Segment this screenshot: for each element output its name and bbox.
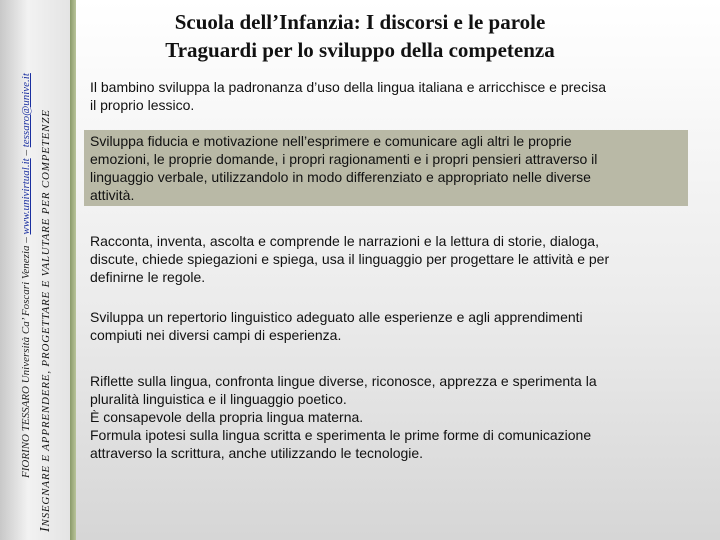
subtitle-initial: I (38, 526, 53, 532)
author-credit (20, 0, 32, 478)
competence-item-line: Riflette sulla lingua, confronta lingue diverse, riconosce, apprezza e sperimenta la (90, 373, 597, 389)
competence-item-line: Sviluppa un repertorio linguistico adeguato alle esperienze e agli apprendimenti (90, 309, 583, 325)
course-subtitle (38, 12, 54, 532)
competence-item-line: Formula ipotesi sulla lingua scritta e sperimenta le prime forme di comunicazione (90, 427, 592, 443)
competence-item-line: Racconta, inventa, ascolta e comprende le narrazioni e la lettura di storie, dialoga, (90, 233, 599, 249)
left-rule (70, 0, 76, 540)
competence-item-line: attività. (90, 187, 135, 203)
author-separator: – (20, 147, 32, 159)
competence-item-line: attraverso la scrittura, anche utilizzando le tecnologie. (90, 445, 424, 461)
competence-item-line: definirne le regole. (90, 269, 206, 285)
email-link[interactable]: tessaro@unive.it (20, 73, 32, 148)
competence-item (84, 76, 688, 116)
left-band (0, 0, 70, 540)
competence-item (84, 370, 688, 464)
author-name: FIORINO TESSARO Università Ca’ Foscari Venezia – (20, 234, 32, 478)
page-title (90, 8, 630, 64)
subtitle-text: NSEGNARE E APPRENDERE, PROGETTARE E VALUTARE PER COMPETENZE (40, 109, 52, 527)
competence-list (84, 76, 688, 475)
competence-item-line: il proprio lessico. (90, 97, 195, 113)
competence-item (84, 130, 688, 206)
title-line-1: Scuola dell’Infanzia: I discorsi e le parole (174, 10, 546, 34)
title-line-2: Traguardi per lo sviluppo della competenza (165, 38, 555, 62)
competence-item-line: compiuti nei diversi campi di esperienza. (90, 327, 342, 343)
competence-item-line: pluralità linguistica e il linguaggio poetico. (90, 391, 347, 407)
website-link[interactable]: www.univirtual.it (20, 158, 32, 235)
competence-item-line: Sviluppa fiducia e motivazione nell’esprimere e comunicare agli altri le proprie (90, 133, 572, 149)
competence-item (84, 306, 688, 346)
competence-item-line: Il bambino sviluppa la padronanza d’uso della lingua italiana e arricchisce e precisa (90, 79, 606, 95)
competence-item-line: emozioni, le proprie domande, i propri ragionamenti e i propri pensieri attraverso il (90, 151, 598, 167)
competence-item-line: È consapevole della propria lingua materna. (90, 409, 364, 425)
competence-item-line: discute, chiede spiegazioni e spiega, usa il linguaggio per progettare le attività e per (90, 251, 610, 267)
competence-item (84, 230, 688, 288)
competence-item-line: linguaggio verbale, utilizzandolo in modo differenziato e appropriato nelle diverse (90, 169, 591, 185)
